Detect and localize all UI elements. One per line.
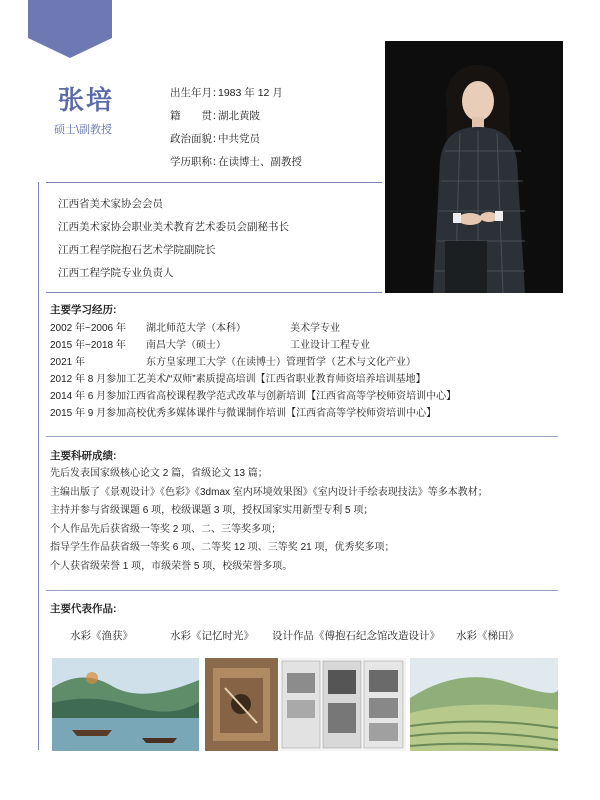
divider: [46, 182, 382, 183]
divider: [46, 292, 382, 293]
work-caption: 水彩《梯田》: [456, 630, 519, 642]
artwork-memory-time-image: [205, 658, 278, 751]
portrait-photo: [385, 41, 563, 293]
artwork-memorial-design-image: [279, 658, 406, 751]
education-row: 2021 年 东方皇家理工大学（在读博士）管理哲学（艺术与文化产业）: [50, 357, 416, 368]
personal-info: [170, 82, 302, 174]
info-birth: 出生年月：1983 年 12 月: [170, 87, 283, 99]
list-item: 主持并参与省级课题 6 项，校级课题 3 项，授权国家实用新型专利 5 项；: [50, 505, 374, 516]
person-title: 硕士\副教授: [54, 124, 113, 136]
left-rule: [38, 182, 39, 750]
work-caption: 水彩《记忆时光》: [170, 630, 254, 642]
research-heading: 主要科研成绩:: [50, 450, 117, 462]
list-item: 先后发表国家级核心论文 2 篇，省级论文 13 篇；: [50, 468, 268, 479]
work-caption: 设计作品《傅抱石纪念馆改造设计》: [272, 630, 440, 642]
education-row: 2002 年~2006 年 湖北师范大学（本科） 美术学专业: [50, 323, 340, 334]
divider: [46, 590, 558, 591]
education-list: [50, 320, 456, 422]
works-captions: [50, 628, 570, 644]
work-caption: 水彩《渔获》: [70, 630, 133, 642]
artwork-fishing-image: [52, 658, 199, 751]
list-item: 个人获省级荣誉 1 项，市级荣誉 5 项，校级荣誉多项。: [50, 560, 293, 572]
training-item: 2014 年 6 月参加江西省高校课程教学范式改革与创新培训【江西省高等学校师资培训中心】: [50, 391, 457, 402]
works-heading: 主要代表作品:: [50, 603, 117, 615]
list-item: 江西美术家协会职业美术教育艺术委员会副秘书长: [58, 221, 289, 233]
training-item: 2012 年 8 月参加工艺美术/“双师”素质提高培训【江西省职业教育师资培养培训基地】: [50, 374, 426, 385]
list-item: 江西省美术家协会会员: [58, 198, 163, 210]
divider: [46, 436, 558, 437]
list-item: 江西工程学院专业负责人: [58, 267, 174, 279]
person-name: 张培: [58, 85, 115, 115]
training-item: 2015 年 9 月参加高校优秀多媒体课件与微课制作培训【江西省高等学校师资培训中心】: [50, 408, 437, 419]
associations-list: [58, 193, 289, 285]
list-item: 个人作品先后获省级一等奖 2 项、二、三等奖多项；: [50, 523, 282, 535]
list-item: 指导学生作品获省级一等奖 6 项、二等奖 12 项、三等奖 21 项，优秀奖多项；: [50, 542, 395, 553]
info-hometown: 籍 贯：湖北黄陂: [170, 110, 260, 122]
list-item: 主编出版了《景观设计》《色彩》《3dmax 室内环境效果图》《室内设计手绘表现技法》等多本教材；: [50, 486, 488, 498]
education-row: 2015 年~2018 年 南昌大学（硕士） 工业设计工程专业: [50, 340, 370, 351]
research-list: [50, 465, 488, 576]
info-degree: 学历职称：在读博士、副教授: [170, 156, 302, 168]
info-political: 政治面貌：中共党员: [170, 133, 260, 145]
artwork-terraces-image: [410, 658, 558, 751]
header-ribbon: [28, 0, 112, 58]
education-heading: 主要学习经历:: [50, 304, 117, 316]
list-item: 江西工程学院抱石艺术学院副院长: [58, 244, 216, 256]
